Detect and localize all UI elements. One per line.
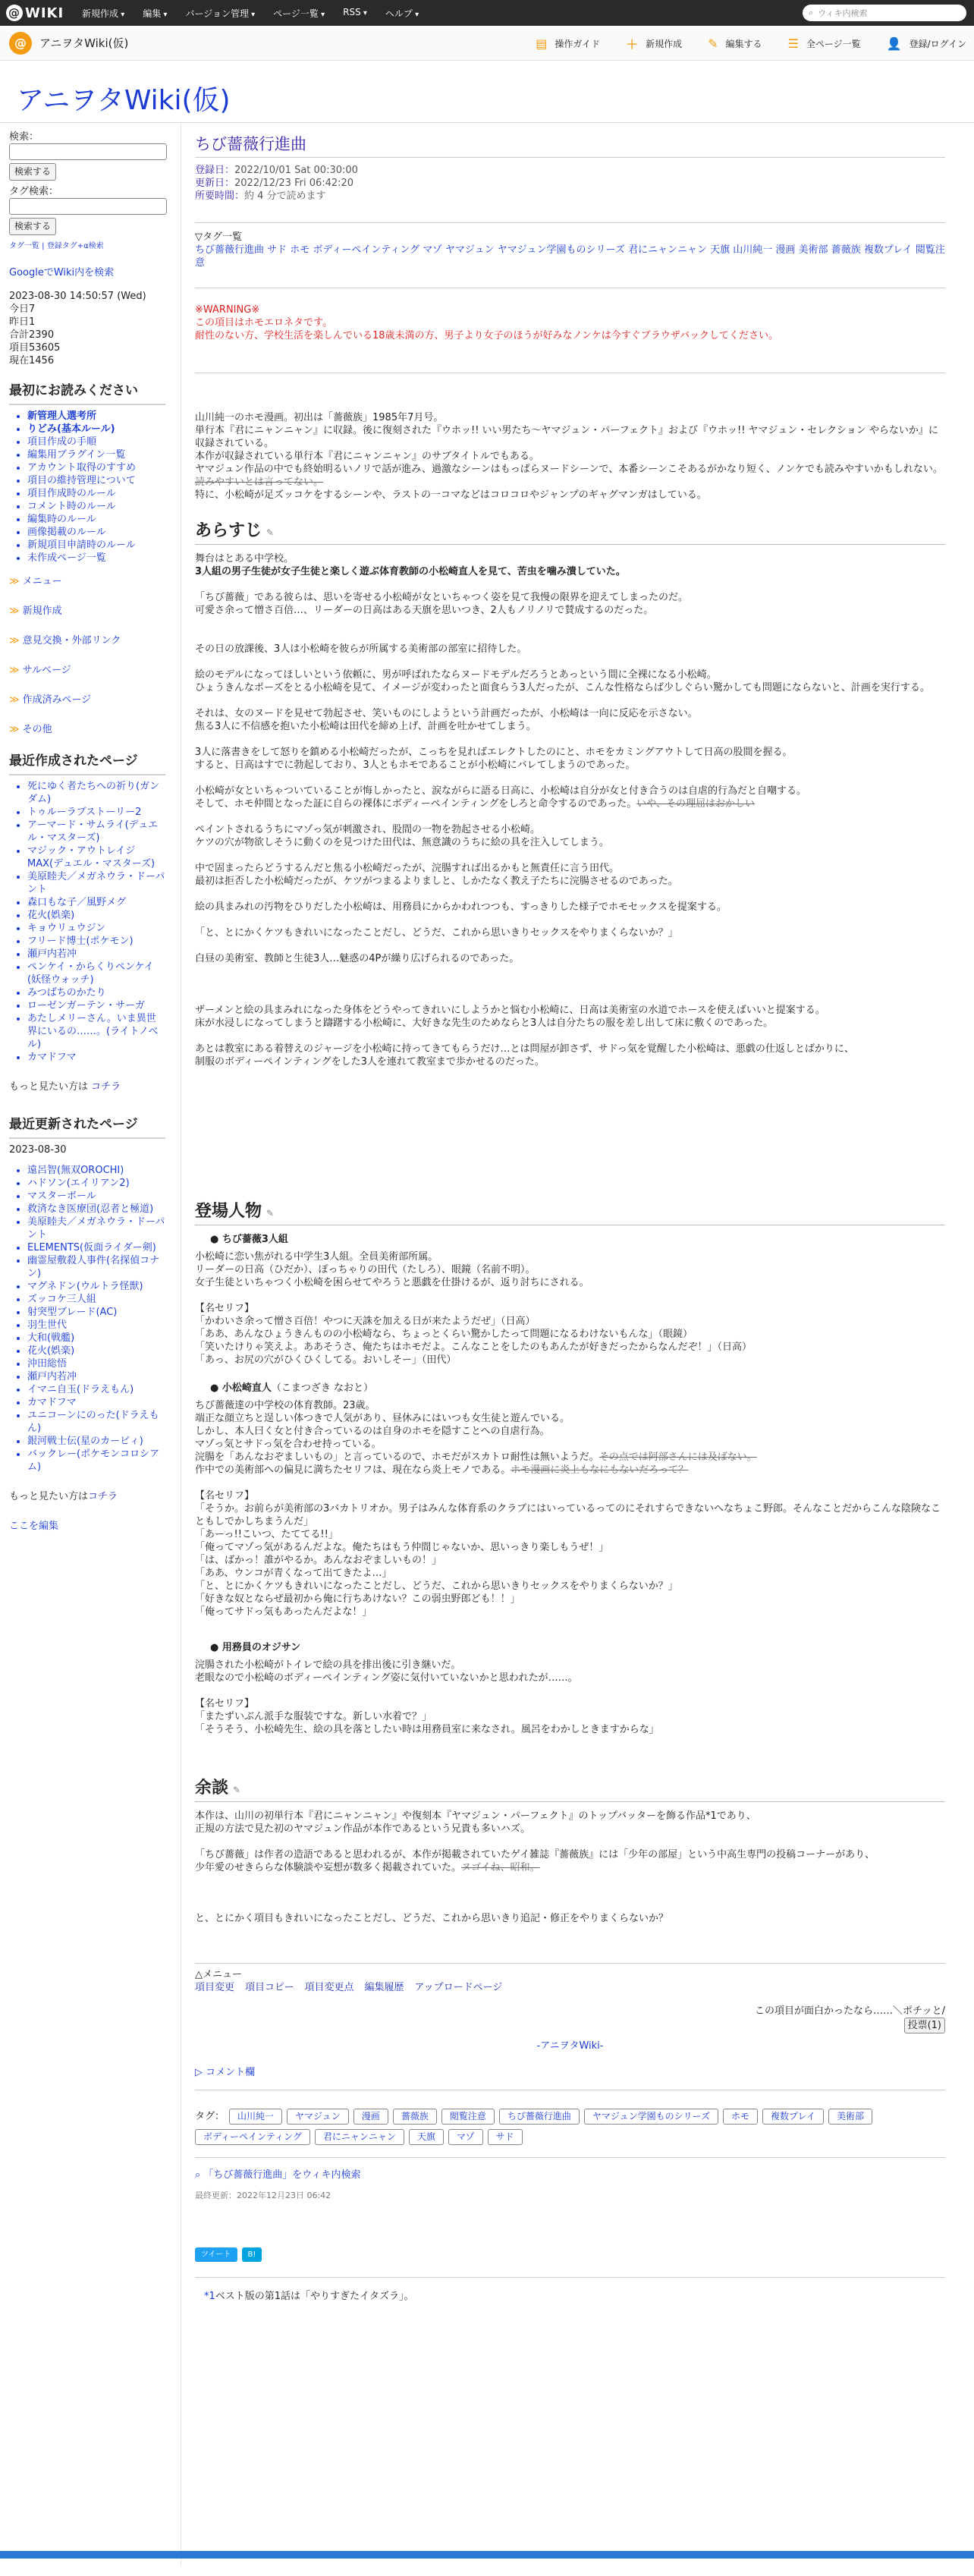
tag-chip[interactable]: 君にニャンニャン — [315, 2129, 404, 2145]
footnote-text: ベスト版の第1話は「やりすぎたイタズラ」。 — [215, 2291, 414, 2302]
chevron-right-icon: ≫ — [9, 605, 20, 617]
menu-link[interactable]: 編集履歴 — [364, 1982, 404, 1993]
recent-created-item[interactable]: • 美原睦夫／メガネウラ・ドーパント — [27, 870, 165, 896]
share-buttons — [195, 2247, 945, 2262]
text-line: 少年愛のせきららな体験談や妄想が数多く掲載されていた。ヌゴイね、昭和。 — [195, 1862, 540, 1873]
tool-guide[interactable]: ▤ 操作ガイド — [536, 36, 601, 51]
more-updated-link[interactable]: コチラ — [88, 1491, 118, 1502]
category-link[interactable] — [9, 634, 165, 647]
trivia-body — [195, 1810, 945, 1874]
text-line: 「と、とにかくケツもきれいになったことだし、どうだ、これから思いきりセックスをやりまくらないか？」 — [195, 927, 678, 939]
text-line: 小松崎が女といちゃついていることが悔しかったと、涙ながらに語る日高に、小松崎は自分が女と付き合うのは自虐的行為だと自嘲する。 — [195, 785, 807, 797]
text-line: リーダーの日高（ひだか）、ぽっちゃりの田代（たしろ）、眼鏡（名前不明）。 — [195, 1264, 536, 1275]
synopsis-body — [195, 552, 945, 1068]
category-link[interactable] — [9, 605, 165, 618]
warning-title: ※WARNING※ — [195, 304, 260, 316]
footer-bar — [0, 2551, 974, 2559]
recent-updated-item[interactable]: • 羽生世代 — [27, 1319, 165, 1332]
intro-line: 特に、小松崎が足ズッコケをするシーンや、ラストの一コマなどはコロコロやジャンプのギャグマンガはしている。 — [195, 489, 707, 501]
text-line: 「ああ、ウンコが青くなって出てきたよ…」 — [195, 1568, 392, 1579]
sidebar-link[interactable]: • 画像掲載のルール — [27, 526, 165, 539]
blank-line — [195, 914, 945, 926]
character-heading: ● ちび薔薇3人組 — [210, 1234, 288, 1245]
more-updated — [9, 1490, 165, 1503]
sidebar-link[interactable]: • アカウント取得のすすめ — [27, 461, 165, 474]
recent-updated-item[interactable]: • マスターボール — [27, 1190, 165, 1203]
recent-created-item[interactable]: • 森口もな子／風野メグ — [27, 896, 165, 909]
blank-line — [195, 733, 945, 746]
recent-updated-item[interactable]: • ユニコーンにのった(ドラえもん) — [27, 1409, 165, 1435]
more-text: もっと見たい方は — [9, 1081, 89, 1093]
text-line: ザーメンと絵の具まみれになった身体をどうやってきれいにしようかと悩む小松崎に、日高は美術室の水道でホースを使えばいいと提案する。 — [195, 1005, 825, 1016]
strike-text: 読みやすいとは言ってない。 — [195, 477, 324, 488]
blank-line — [195, 991, 945, 1004]
tag-chip[interactable]: 漫画 — [353, 2109, 388, 2125]
strike-text: ヌゴイね、昭和。 — [461, 1862, 540, 1873]
text-line: 3人に落書きをして怒りを鎮める小松崎だったが、こっちを見ればエレクトしたのにと、ホモをカミングアウトして日高の股間を握る。 — [195, 747, 793, 758]
text-line: 「ちび薔薇」は作者の造語であると思われるが、本作が掲載されていたゲイ雑誌『薔薇族』には「少年の部屋」という中高生専門の投稿コーナーがあり、 — [195, 1849, 875, 1860]
sidebar-search-input[interactable] — [9, 143, 167, 160]
blank-line — [195, 1030, 945, 1043]
menu-label[interactable]: △メニュー — [195, 1969, 242, 1980]
recent-updated-item[interactable]: • カマドフマ — [27, 1396, 165, 1409]
recent-updated-item[interactable]: • マグネドン(ウルトラ怪獣) — [27, 1280, 165, 1293]
text-line: 舞台はとある中学校。 — [195, 553, 294, 565]
warning-line: 耐性のない方、学校生活を楽しんでいる18歳未満の方、男子より女子のほうが好みなノンケは今すぐブラウザバックしてください。 — [195, 330, 778, 341]
recent-updated-item[interactable]: • 沖田総悟 — [27, 1357, 165, 1370]
site-title[interactable]: アニヲタWiki(仮) — [17, 85, 231, 116]
sidebar-link[interactable]: • 項目作成時のルール — [27, 487, 165, 500]
character-body — [195, 1399, 945, 1477]
reading-time: 約 4 分で読めます — [244, 190, 326, 202]
registered-date: 2022/10/01 Sat 00:30:00 — [234, 165, 358, 176]
tag-chip[interactable]: 山川純一 — [229, 2109, 282, 2125]
section-characters: 登場人物 ✎ — [195, 1205, 945, 1225]
category-label: その他 — [22, 724, 52, 735]
edit-icon[interactable]: ✎ — [266, 527, 275, 538]
warning-line: この項目はホモエロネタです。 — [195, 317, 332, 329]
chevron-right-icon: ≫ — [9, 724, 20, 735]
recent-updated-date: 2023-08-30 — [9, 1144, 67, 1156]
recent-created-item[interactable]: • キョウリュウジン — [27, 922, 165, 935]
recent-updated-item[interactable]: • 遠呂智(無双OROCHI) — [27, 1164, 165, 1177]
recent-updated-item[interactable]: • ELEMENTS(仮面ライダー剣) — [27, 1241, 165, 1254]
text-line: 端正な顔立ちと逞しい体つきで人気があり、昼休みにはいつも女生徒と遊んでいる。 — [195, 1413, 570, 1424]
user-icon: 👤 — [886, 36, 902, 51]
wiki-search-input[interactable]: ⌕ ウィキ内検索 — [803, 5, 966, 21]
text-line: マゾっ気とサドっ気を合わせ持っている。 — [195, 1439, 382, 1450]
last-updated: 最終更新：2022年12月23日 06:42 — [195, 2191, 331, 2200]
recent-created-item[interactable]: • 死にゆく者たちへの祈り(ガンダム) — [27, 780, 165, 806]
chevron-right-icon: ≫ — [9, 694, 20, 706]
category-label: 意見交換・外部リンク — [22, 635, 121, 646]
tweet-button[interactable]: ツイート — [195, 2247, 237, 2262]
text-line: 「そうそう、小松崎先生、絵の具を落としたい時は用務員室に来なされ。風呂をわかしときますからな」 — [195, 1724, 659, 1735]
character-heading: ● 用務員のオジサン — [210, 1642, 301, 1653]
updated-date: 2022/12/23 Fri 06:42:20 — [234, 178, 354, 189]
menu-link[interactable]: 項目変更 — [195, 1982, 235, 1993]
vote-button[interactable]: 投票(1) — [904, 2018, 945, 2033]
hatena-button[interactable]: B! — [242, 2247, 262, 2262]
text-line: 正規の方法で見た初のヤマジュン作品が本作であるという兄貴も多いハズ。 — [195, 1823, 531, 1835]
tag-search-input[interactable] — [9, 198, 167, 215]
sidebar-link[interactable]: • コメント時のルール — [27, 500, 165, 513]
blank-line — [195, 578, 945, 591]
text-line: そして、ホモ仲間となった証に自らの裸体にボディーペインティングをしろと命令するのであった。いや、その理屈はおかしい — [195, 798, 756, 810]
read-first-list — [9, 410, 165, 565]
text-line: 絵の具まみれの汚物をひりだした小松崎は、用務員にからかわれつつも、すっきりした様子でホモセックスを提案する。 — [195, 901, 727, 913]
intro-line: 本作が収録されている単行本『君にニャンニャン』のサブタイトルでもある。 — [195, 451, 539, 462]
menu-link[interactable]: 項目変更点 — [304, 1982, 354, 1993]
tag-chip[interactable]: マゾ — [448, 2129, 483, 2145]
text-line: 「そうか。お前らが美術部の3バカトリオか。男子はみんな体育系のクラブにはいっているってのにそれすらできないへなちょこ野郎。そんなことだからこんな陰険なこともしでかしちまうんだ」 — [195, 1503, 941, 1527]
comment-toggle[interactable]: ▷ コメント欄 — [195, 2066, 945, 2090]
text-line: 作中での美術部への偏見に満ちたセリフは、現在なら炎上モノである。ホモ漫画に炎上もなにもないだろって？ — [195, 1464, 689, 1476]
text-line: しかし、本人曰く女と付き合っているのは自身のホモを隠すことへの自虐行為。 — [195, 1426, 550, 1437]
text-line: 可愛さ余って憎さ百倍…、リーダーの日高はある天旗を思いつき、2人もノリノリで賛成するのだった。 — [195, 605, 654, 616]
tag-chip[interactable]: ヤマジュン — [287, 2109, 349, 2125]
recent-created-item[interactable]: • ローゼンガーテン・サーガ — [27, 999, 165, 1012]
menu-version[interactable]: バージョン管理 ▾ — [185, 7, 255, 20]
plus-icon: ＋ — [626, 36, 639, 52]
more-created-link[interactable]: コチラ — [91, 1081, 121, 1093]
blank-line — [195, 810, 945, 823]
toolbar-tools — [510, 26, 966, 61]
blank-line — [195, 656, 945, 668]
character-body — [195, 1659, 945, 1736]
category-label: サルベージ — [22, 665, 71, 676]
category-links — [9, 575, 165, 736]
page-meta — [195, 164, 945, 203]
intro-line: ヤマジュン作品の中でも終始明るいノリで話が進み、過激なシーンはもっぱらヌードシーンで、本番シーンこそあるがかなり短く、ノンケでも読みやすいかもしれない。読みやすいとは言ってない。 — [195, 464, 943, 488]
recent-updated-item[interactable]: • 瀬戸内若冲 — [27, 1370, 165, 1383]
recent-created-list — [9, 780, 165, 1064]
intro-line: 山川純一のホモ漫画。初出は「薔薇族」1985年7月号。 — [195, 412, 444, 423]
text-line: 【名セリフ】 — [195, 1490, 255, 1502]
recent-created-item[interactable]: • トゥルーラブストーリー2 — [27, 806, 165, 819]
sidebar-link[interactable]: • 編集時のルール — [27, 513, 165, 526]
text-line: 「またずいぶん派手な服装ですな。新しい水着で？」 — [195, 1711, 432, 1722]
updated-label: 更新日： — [195, 178, 235, 189]
tag-chip[interactable]: ヤマジュン学園ものシリーズ — [584, 2109, 718, 2125]
blank-line — [195, 630, 945, 643]
recent-updated-item[interactable]: • イマニ自玉(ドラえもん) — [27, 1383, 165, 1396]
site-name[interactable]: アニヲタWiki(仮) — [39, 36, 129, 50]
strike-text: その点では阿部さんには及ばない。 — [599, 1452, 757, 1463]
text-line: ひょうきんなポーズをとる小松崎を見て、イメージが変わったと面食らう3人だったが、こんな性格ならば少しぐらい驚かしても問題にならないと、計画を実行する。 — [195, 682, 930, 694]
intro-line: 単行本『君にニャンニャン』に収録。後に復刻された『ウホッ!! いい男たち〜ヤマジュン・パーフェクト』および『ウホッ!! ヤマジュン・セレクション やらないか』に収録されている。 — [195, 425, 938, 449]
blank-line — [195, 1289, 945, 1302]
recent-created-item[interactable]: • みつばちのかたり — [27, 986, 165, 999]
menu-help[interactable]: ヘルプ ▾ — [385, 7, 419, 20]
more-text: もっと見たい方は — [9, 1491, 89, 1502]
top-menu — [82, 7, 437, 20]
sidebar-link[interactable]: • 新管理人選考所 — [27, 410, 165, 423]
sidebar-search-button[interactable]: 検索する — [9, 163, 56, 181]
recent-created-item[interactable]: • フリード博士(ポケモン) — [27, 935, 165, 948]
menu-links — [195, 1981, 945, 1994]
tag-chip[interactable]: 閲覧注意 — [441, 2109, 495, 2125]
menu-new[interactable]: 新規作成 ▾ — [82, 7, 124, 20]
tag-chip[interactable]: 天旗 — [409, 2129, 444, 2145]
text-line: 浣腸された小松崎がトイレで絵の具を排出後に引き継いだ。 — [195, 1659, 461, 1671]
footnote-mark[interactable]: *1 — [204, 2291, 215, 2302]
tags-label: タグ： — [195, 2111, 225, 2122]
text-line: 小松崎に恋い焦がれる中学生3人組。全員美術部所属。 — [195, 1251, 438, 1263]
recent-created-item[interactable]: • カマドフマ — [27, 1051, 165, 1064]
blank-line — [195, 888, 945, 901]
vote-area — [195, 2005, 945, 2033]
tag-chip[interactable]: 美術部 — [828, 2109, 872, 2125]
blank-line — [195, 1684, 945, 1697]
text-line: 「好きな奴とならぜ最初から俺に行ちあけない？この弱虫野郎ども！！」 — [195, 1593, 520, 1605]
registered-label: 登録日： — [195, 165, 235, 176]
text-line: 制服のボディーペインティングをした3人を連れて教室まで歩かせるのだった。 — [195, 1056, 545, 1068]
blank-line — [195, 694, 945, 707]
text-line: あとは教室にある着替えのジャージを小松崎に持ってきてもらうだけ…とは問屋が卸さず、サドっ気を覚醒した小松崎は、悪戯の仕返しとばかりに、 — [195, 1043, 854, 1055]
blank-line — [195, 965, 945, 978]
menu-link[interactable]: 項目コピー — [245, 1982, 294, 1993]
text-line: 「あーっ!!こいつ、たててる!!」 — [195, 1529, 338, 1540]
footnote — [195, 2277, 945, 2303]
closing-text: と、とにかく項目もきれいになったことだし、どうだ、これから思いきり追記・修正をやりまくらないか？ — [195, 1913, 669, 1924]
tool-edit[interactable]: ✎ 編集する — [708, 36, 762, 51]
edit-icon[interactable]: ✎ — [266, 1208, 275, 1219]
read-first-heading: 最初にお読みください — [9, 382, 165, 405]
menu-edit[interactable]: 編集 ▾ — [143, 7, 167, 20]
category-link[interactable] — [9, 575, 165, 588]
edit-icon[interactable]: ✎ — [233, 1785, 241, 1795]
text-line: 最初は拒否した小松崎だったが、ケツがつまるよりましと、しかたなく教え子たちに浣腸させるのであった。 — [195, 876, 678, 887]
tool-all-pages[interactable]: ☰ 全ページ一覧 — [787, 36, 861, 51]
search-icon: ⌕ — [195, 2169, 201, 2181]
vote-text: この項目が面白かったなら……＼ポチッと/ — [755, 2005, 945, 2017]
section-synopsis: あらすじ ✎ — [195, 524, 945, 545]
category-link[interactable] — [9, 664, 165, 677]
text-line: 「ちび薔薇」である彼らは、思いを寄せる小松崎が女といちゃつく姿を見て我慢の限界を迎えてしまったのだ。 — [195, 592, 689, 603]
recent-created-heading: 最近作成されたページ — [9, 753, 165, 775]
counter-yesterday: 昨日1 — [9, 316, 36, 328]
text-line: 【名セリフ】 — [195, 1303, 255, 1314]
edit-menu-link[interactable]: ここを編集 — [9, 1521, 59, 1532]
text-line: 老眼なので小松崎のボディーペインティング姿に気付いていないかと思われたが……。 — [195, 1672, 578, 1684]
recent-created-item[interactable]: • 花火(娯楽) — [27, 909, 165, 922]
tag-chip[interactable]: 複数プレイ — [762, 2109, 824, 2125]
more-created — [9, 1080, 165, 1093]
text-line: 女子生徒といちゃつく小松崎を困らせてやろうと悪戯を仕掛けるが、返り討ちにされる。 — [195, 1277, 589, 1288]
text-line: 「かわいさ余って憎さ百倍！やつに天誅を加える日が来たようだぜ」（日高） — [195, 1316, 536, 1327]
character-quotes — [195, 1489, 945, 1618]
tag-search-label: タグ検索： — [9, 186, 59, 197]
category-label: 作成済みページ — [22, 694, 92, 706]
site-logo-icon[interactable]: @ — [9, 32, 32, 55]
sidebar-link[interactable]: • 項目の維持管理について — [27, 474, 165, 487]
recent-updated-item[interactable]: • 銀河戦士伝(星のカービィ) — [27, 1435, 165, 1448]
sidebar-link[interactable]: • 新規項目申請時のルール — [27, 539, 165, 552]
at-icon: @ — [6, 5, 23, 21]
category-label: 新規作成 — [22, 605, 62, 617]
menu-pages[interactable]: ページ一覧 ▾ — [273, 7, 325, 20]
sidebar — [0, 123, 174, 2551]
chevron-right-icon: ≫ — [9, 576, 20, 587]
section-trivia: 余談 ✎ — [195, 1782, 945, 1802]
blank-line — [195, 1835, 945, 1848]
text-line: ちび薔薇達の中学校の体育教師。23歳。 — [195, 1400, 375, 1411]
recent-created-item[interactable]: • アーマード・サムライ(デュエル・マスターズ) — [27, 819, 165, 845]
chevron-right-icon: ≫ — [9, 665, 20, 676]
site-footer-text[interactable]: -アニヲタWiki- — [536, 2040, 604, 2052]
text-line: その日の放課後、3人は小松崎を彼らが所属する美術部の部室に招待した。 — [195, 643, 527, 655]
google-search-link[interactable]: GoogleでWiki内を検索 — [9, 267, 115, 278]
text-line: 「俺ってサドっ気もあったんだよな！」 — [195, 1606, 372, 1618]
page-title[interactable]: ちび薔薇行進曲 — [195, 138, 945, 158]
category-link[interactable] — [9, 723, 165, 736]
text-line: それは、女のヌードを見せて勃起させ、笑いものにしようという計画だったが、小松崎は一向に反応を示さない。 — [195, 708, 698, 719]
recent-updated-item[interactable]: • ハドソン(エイリアン2) — [27, 1177, 165, 1190]
tag-search-button[interactable]: 検索する — [9, 218, 56, 235]
recent-updated-heading: 最近更新されたページ — [9, 1116, 165, 1139]
blank-line — [195, 772, 945, 785]
counter-now: 現在1456 — [9, 355, 55, 366]
wiki-logo[interactable]: @ WIKI — [6, 2, 71, 24]
counter-today: 今日7 — [9, 304, 36, 315]
recent-updated-item[interactable]: • 花火(娯楽) — [27, 1345, 165, 1357]
recent-created-item[interactable]: • 瀬戸内若冲 — [27, 948, 165, 961]
pencil-icon: ✎ — [708, 36, 718, 51]
sidebar-link[interactable]: • 項目作成の手順 — [27, 436, 165, 448]
sidebar-link[interactable]: • りどみ(基本ルール) — [27, 423, 165, 436]
text-line: 「あっ、お尻の穴がひくひくしてる。おいしそー」（田代） — [195, 1354, 457, 1366]
site-header — [0, 61, 974, 123]
text-line: 本作は、山川の初単行本『君にニャンニャン』や復刻本『ヤマジュン・パーフェクト』のトップバッターを飾る作品*1であり、 — [195, 1810, 756, 1822]
character-heading: ● 小松崎直人（こまつざき なおと） — [210, 1382, 374, 1394]
book-icon: ▤ — [536, 36, 548, 51]
list-icon: ☰ — [787, 36, 799, 51]
text-line: 「と、とにかくケツもきれいになったことだし、どうだ、これから思いきりセックスをやりまくらないか？」 — [195, 1581, 678, 1592]
search-label: 検索： — [9, 131, 39, 143]
recent-updated-item[interactable]: • バックレー(ポケモンコロシアム) — [27, 1448, 165, 1474]
character-body — [195, 1250, 945, 1367]
strike-text: ホモ漫画に炎上もなにもないだろって？ — [511, 1464, 689, 1476]
wiki-search-link[interactable]: ⌕ 「ちび薔薇行進曲」をウィキ内検索 — [195, 2169, 361, 2181]
strike-text: いや、その理屈はおかしい — [636, 798, 756, 810]
recent-updated-list — [9, 1164, 165, 1474]
counter-total: 合計2390 — [9, 329, 55, 341]
tag-list — [195, 2109, 945, 2145]
text-line: 「笑いたけりゃ笑えよ。ああそうさ、俺たちはホモだよ。こんなことをしたのもあんたが好きだったからなんだぞ！」（日高） — [195, 1341, 752, 1353]
reading-label: 所要時間： — [195, 190, 245, 202]
tag-chip[interactable]: 薔薇族 — [393, 2109, 437, 2125]
tool-login[interactable]: 👤 登録/ログイン — [886, 36, 966, 51]
text-line: ペイントされるうちにマゾっ気が刺激され、股間の一物を勃起させる小松崎。 — [195, 824, 541, 835]
text-line: 中で固まったらどうするんだと焦る小松崎だったが、浣腸すれば出るかもと無責任に言う田代。 — [195, 863, 620, 874]
recent-created-item[interactable]: • ペンケイ・からくりペンケイ(妖怪ウォッチ) — [27, 961, 165, 986]
menu-rss[interactable]: RSS ▾ — [343, 7, 367, 20]
search-icon: ⌕ — [809, 8, 814, 17]
top-navigation-bar — [0, 0, 974, 26]
tag-chip[interactable]: サド — [488, 2129, 523, 2145]
text-line: 白昼の美術室、教師と生徒3人…魅惑の4Pが繰り広げられるのであった。 — [195, 953, 520, 964]
tag-chip[interactable]: ボディーペインティング — [195, 2129, 310, 2145]
menu-link[interactable]: アップロードページ — [414, 1982, 503, 1993]
text-line: すると、日高はすでに勃起しており、3人ともホモであることが小松崎にバレてしまうのであった。 — [195, 760, 636, 771]
text-line: ケツの穴が物欲しそうに動くのを見つけた田代は、無意識のうちに絵の具を注入してしまう。 — [195, 837, 609, 848]
text-line: 【名セリフ】 — [195, 1698, 255, 1709]
text-line: 浣腸を「あんなおぞましいもの」と言っているので、ホモだがスカトロ耐性は無いようだ。その点では阿部さんには及ばない。 — [195, 1452, 757, 1463]
text-line: 絵のモデルになってほしいという依頼に、男が呼ばれたならヌードモデルだろうとあっという間に全裸になる小松崎。 — [195, 669, 717, 681]
blank-line — [195, 978, 945, 991]
text-line: 「は、ばかっ！誰がやるか。あんなおぞましいもの！」 — [195, 1555, 442, 1566]
intro — [195, 373, 945, 502]
text-line: 焦る3人に不信感を抱いた小松崎は田代を締め上げ、計画を吐かせてしまう。 — [195, 721, 536, 732]
text-line: 「俺ってマゾっ気があるんだよな。俺たちはもう仲間じゃないか、思いっきり楽しもうぜ！」 — [195, 1542, 609, 1553]
text-line: 3人組の男子生徒が女子生徒と楽しく遊ぶ体育教師の小松崎直人を見て、苦虫を噛み潰していた。 — [195, 566, 626, 577]
recent-updated-item[interactable]: • 射突型ブレード(AC) — [27, 1306, 165, 1319]
tag-links[interactable]: タグ一覧 | 登録タグ+α検索 — [9, 242, 104, 250]
tag-box — [195, 222, 945, 269]
tag-chip[interactable]: ホモ — [723, 2109, 758, 2125]
recent-created-item[interactable]: • あたしメリーさん。いま異世界にいるの……。(ライトノベル) — [27, 1012, 165, 1051]
blank-line — [195, 617, 945, 630]
text-line: 「ああ、あんなひょうきんものの小松崎なら、ちょっとくらい驚かしたって問題になるわけないもんな」（眼鏡） — [195, 1329, 693, 1340]
chevron-right-icon: ≫ — [9, 635, 20, 646]
wiki-search-box — [195, 2157, 945, 2181]
sidebar-link[interactable]: • 編集用ブラグイン一覧 — [27, 448, 165, 461]
tag-chip[interactable]: ちび薔薇行進曲 — [499, 2109, 580, 2125]
counter — [9, 290, 165, 367]
page-menu — [195, 1963, 945, 1994]
counter-items: 項目53605 — [9, 342, 61, 354]
sidebar-link[interactable]: • 未作成ページ一覧 — [27, 552, 165, 565]
category-link[interactable] — [9, 694, 165, 706]
recent-updated-item[interactable]: • ズッコケ三人組 — [27, 1293, 165, 1306]
tool-new[interactable]: ＋ 新規作成 — [626, 35, 682, 52]
recent-updated-item[interactable]: • 幽霊屋敷殺人事件(名探偵コナン) — [27, 1254, 165, 1280]
site-toolbar — [0, 26, 974, 61]
recent-updated-item[interactable]: • 美原睦夫／メガネウラ・ドーパント — [27, 1216, 165, 1241]
tag-line[interactable]: ちび薔薇行進曲 サド ホモ ボディーペインティング マゾ ヤマジュン ヤマジュン学園ものシリーズ 君にニャンニャン 天旗 山川純一 漫画 美術部 薔薇族 複数プレイ 閲覧注意 — [195, 244, 945, 269]
warning-box — [195, 288, 945, 342]
recent-created-item[interactable]: • マジック・アウトレイジMAX(デュエル・マスターズ) — [27, 845, 165, 870]
category-label: メニュー — [22, 576, 62, 587]
text-line: 床が水浸しになってしまうと躊躇する小松崎に、大好きな先生のためならと3人は自分たちの服を差し出して床に敷くのであった。 — [195, 1018, 774, 1029]
recent-updated-item[interactable]: • 救済なき医療団(忍者と極道) — [27, 1203, 165, 1216]
tag-toggle[interactable]: ▽タグ一覧 — [195, 231, 242, 243]
recent-updated-item[interactable]: • 大和(戦艦) — [27, 1332, 165, 1345]
counter-date: 2023-08-30 14:50:57 (Wed) — [9, 291, 146, 302]
blank-line — [195, 849, 945, 862]
article — [181, 123, 959, 2566]
blank-line — [195, 939, 945, 952]
